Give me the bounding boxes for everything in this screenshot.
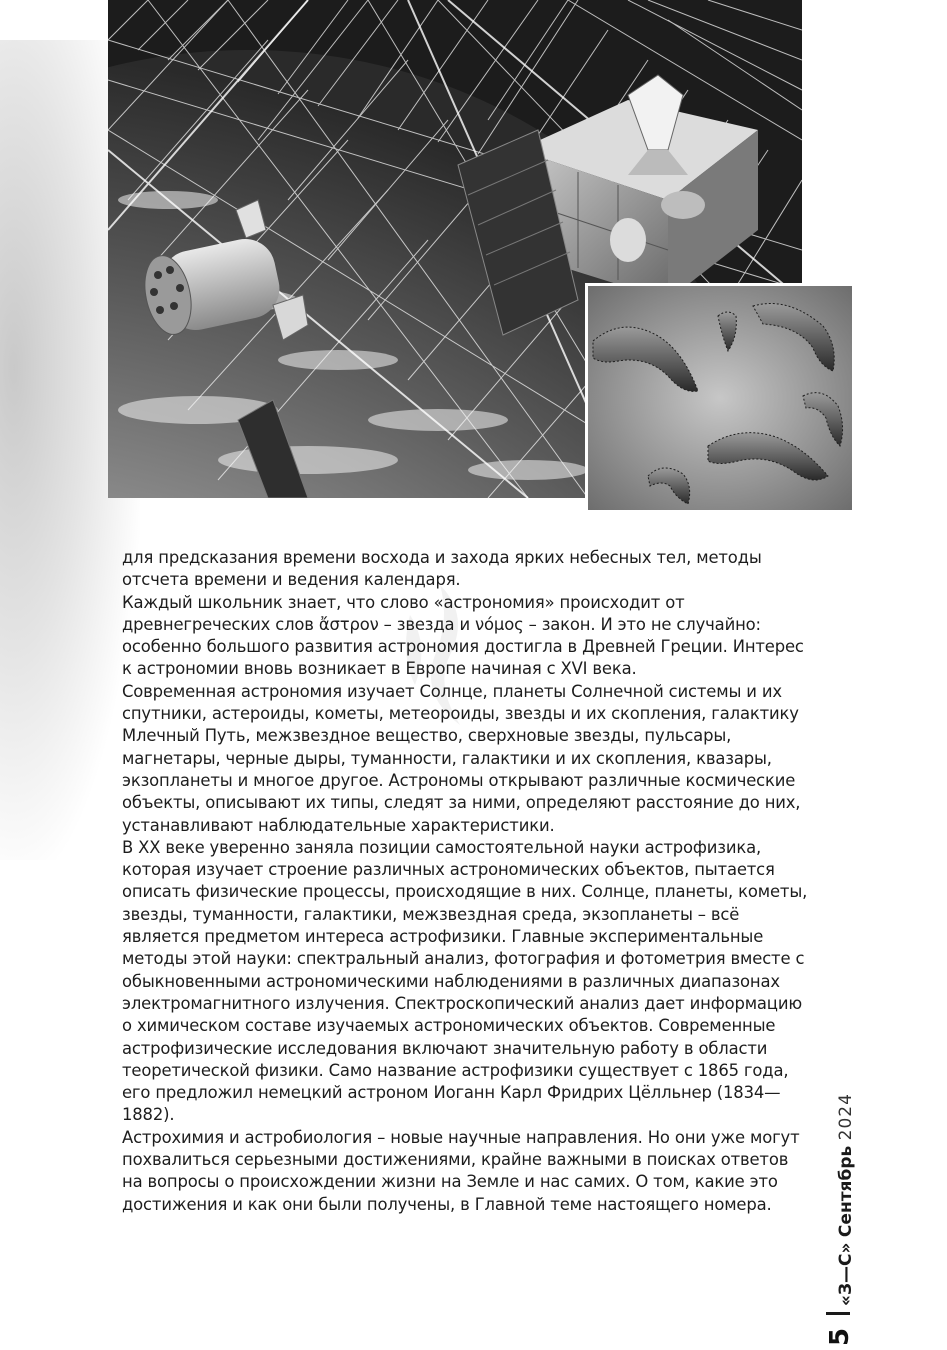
page-number: 5 <box>825 1327 855 1346</box>
footer-text <box>836 1093 856 1306</box>
issue-year: 2024 <box>836 1093 856 1141</box>
bacteria-photo <box>585 283 855 513</box>
paragraph: В XX веке уверенно заняла позиции самостоятельной науки астрофизика, которая изучает строение различных астрономических объектов, пытается описать физические процессы, происходящие в них. Солнце, планеты, кометы, звезды, туманности, галактики, межзвездная среда, экзопланеты – всё является предметом интереса астрофизики. Главные экспериментальные методы этой науки: спектральный анализ, фотография и фотометрия вместе с обыкновенными астрономическими наблюдениями в различных диапазонах электромагнитного излучения. Спектроскопический анализ дает информацию о химическом составе изучаемых астрономических объектов. Современные астрофизические исследования включают значительную работу в области теоретической физики. Само название астрофизики существует с 1865 года, его предложил немецкий астроном Иоганн Карл Фридрих Цёлльнер (1834—1882). <box>122 837 808 1125</box>
paragraph: Астрохимия и астробиология – новые научные направления. Но они уже могут похвалиться серьезными достижениями, крайне важными в поисках ответов на вопросы о происхождении жизни на Земле и нас самих. О том, какие это достижения и как они были получены, в Главной теме настоящего номера. <box>122 1127 800 1214</box>
running-footer <box>826 1040 866 1340</box>
magazine-name: «З—С» <box>836 1242 856 1306</box>
footer-rule <box>826 1312 850 1315</box>
issue-month: Сентябрь <box>836 1145 856 1238</box>
paragraph: Современная астрономия изучает Солнце, планеты Солнечной системы и их спутники, астероиды, кометы, метеороиды, звезды и их скопления, галактику Млечный Путь, межзвездное вещество, сверхновые звезды, пульсары, магнетары, черные дыры, туманности, галактики и их скопления, квазары, экзопланеты и многое другое. Астрономы открывают различные космические объекты, описывают их типы, следят за ними, определяют расстояние до них, устанавливают наблюдательные характеристики. <box>122 681 801 835</box>
article-body <box>122 547 812 1216</box>
paragraph: для предсказания времени восхода и захода ярких небесных тел, методы отсчета времени и ведения календаря. <box>122 548 762 590</box>
paragraph: Каждый школьник знает, что слово «астрономия» происходит от древнегреческих слов ἄστρον – звезда и νόμος – закон. И это не случайно: особенно большого развития астрономия достигла в Древней Греции. Интерес к астрономии вновь возникает в Европе начиная с XVI века. <box>122 592 804 679</box>
